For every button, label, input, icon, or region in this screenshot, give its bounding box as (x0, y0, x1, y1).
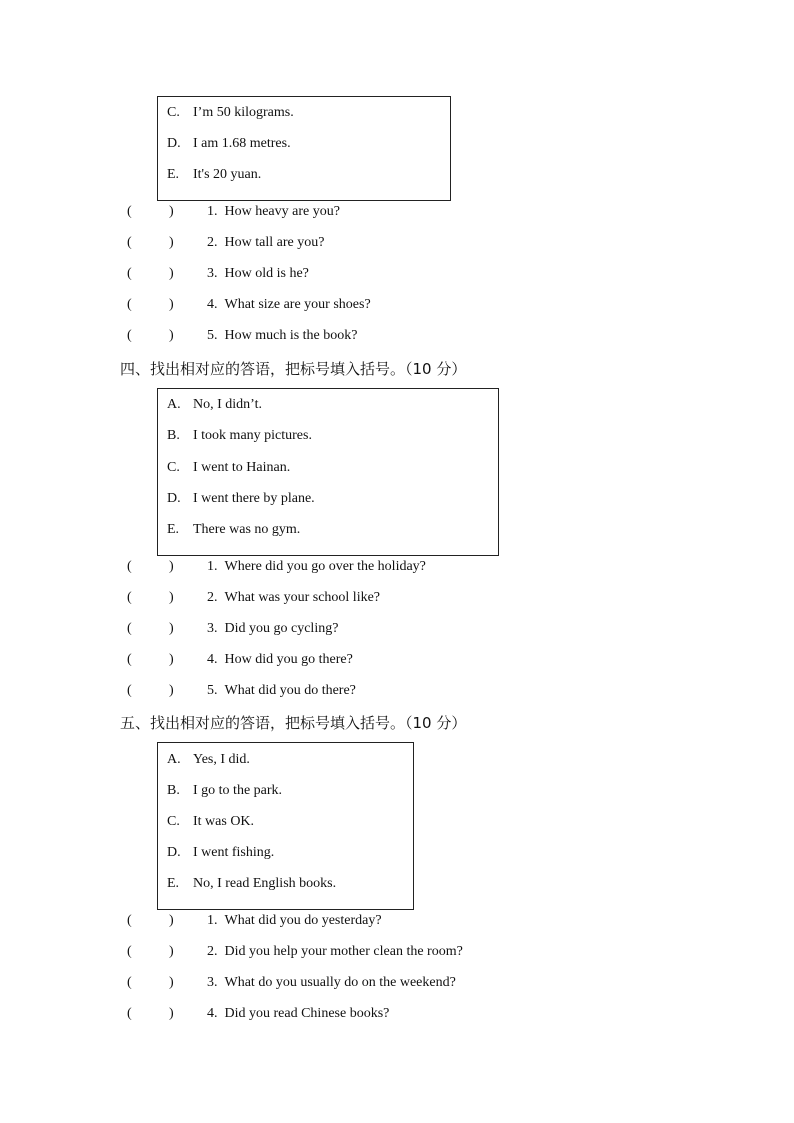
question-row: ( ) 1. How heavy are you? (127, 204, 340, 219)
option-e: E. It's 20 yuan. (167, 167, 262, 182)
option-c: C. I’m 50 kilograms. (167, 105, 294, 120)
option-c: C. It was OK. (167, 814, 255, 829)
question-row: ( ) 3. Did you go cycling? (127, 621, 339, 636)
option-e: E. No, I read English books. (167, 876, 337, 891)
answer-box-1 (157, 96, 451, 201)
section-5-heading: 五、找出相对应的答语，把标号填入括号。（10 分） (120, 714, 467, 732)
question-row: ( ) 2. Did you help your mother clean the room? (127, 944, 463, 959)
option-d: D. I went fishing. (167, 845, 275, 860)
option-a: A. No, I didn’t. (167, 397, 262, 412)
answer-box-4 (157, 388, 499, 556)
option-c: C. I went to Hainan. (167, 460, 291, 475)
question-row: ( ) 4. Did you read Chinese books? (127, 1006, 390, 1021)
question-row: ( ) 4. What size are your shoes? (127, 297, 371, 312)
question-row: ( ) 5. How much is the book? (127, 328, 358, 343)
option-b: B. I took many pictures. (167, 428, 312, 443)
question-row: ( ) 3. How old is he? (127, 266, 309, 281)
option-d: D. I went there by plane. (167, 491, 315, 506)
question-row: ( ) 4. How did you go there? (127, 652, 353, 667)
option-d: D. I am 1.68 metres. (167, 136, 291, 151)
question-row: ( ) 5. What did you do there? (127, 683, 356, 698)
section-4-heading: 四、找出相对应的答语，把标号填入括号。（10 分） (120, 360, 467, 378)
question-row: ( ) 2. How tall are you? (127, 235, 325, 250)
option-e: E. There was no gym. (167, 522, 301, 537)
question-row: ( ) 2. What was your school like? (127, 590, 381, 605)
question-row: ( ) 3. What do you usually do on the weekend? (127, 975, 456, 990)
option-a: A. Yes, I did. (167, 752, 250, 767)
answer-box-5 (157, 742, 414, 910)
option-b: B. I go to the park. (167, 783, 283, 798)
question-row: ( ) 1. What did you do yesterday? (127, 913, 382, 928)
question-row: ( ) 1. Where did you go over the holiday? (127, 559, 426, 574)
